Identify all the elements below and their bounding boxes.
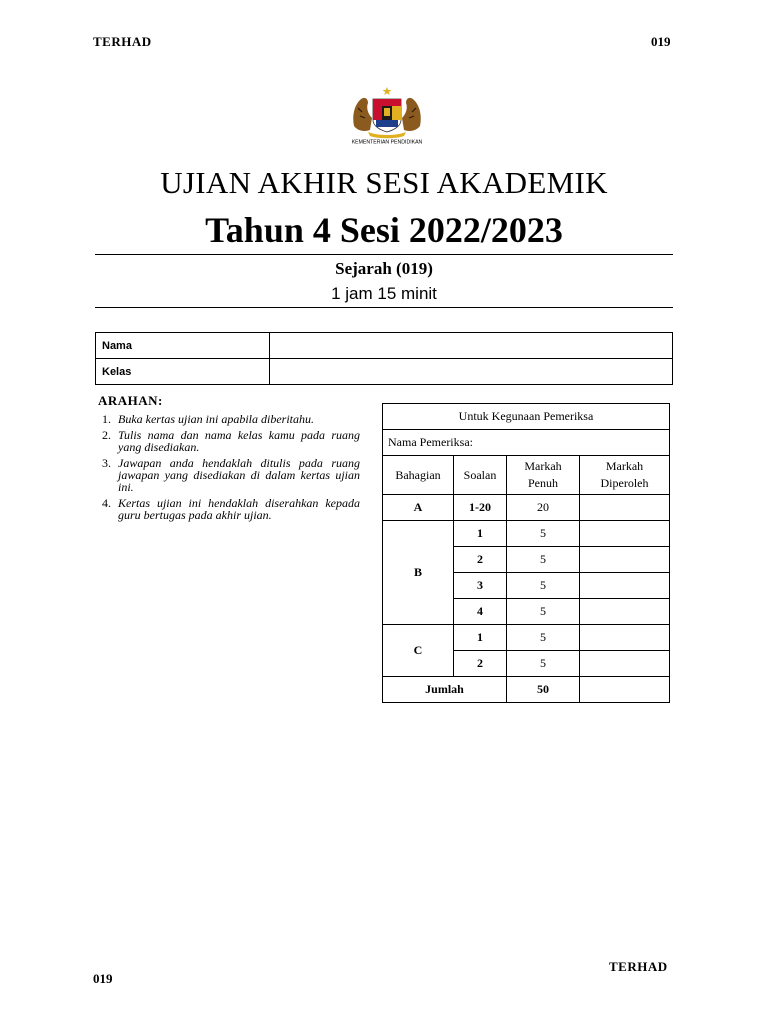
exam-duration: 1 jam 15 minit bbox=[331, 284, 437, 303]
instruction-number: 3. bbox=[102, 456, 111, 470]
question-number: 2 bbox=[454, 547, 507, 573]
instruction-item bbox=[98, 429, 360, 453]
full-mark: 5 bbox=[507, 599, 580, 625]
subject-title: Sejarah (019) bbox=[335, 259, 433, 278]
total-row bbox=[383, 677, 670, 703]
mark-obtained-cell[interactable] bbox=[580, 521, 670, 547]
class-field[interactable] bbox=[270, 359, 673, 385]
instruction-item bbox=[98, 457, 360, 493]
footer-classification: TERHAD bbox=[609, 959, 668, 974]
instruction-text: Kertas ujian ini hendaklah diserahkan kepada guru bertugas pada akhir ujian. bbox=[118, 496, 360, 522]
table-row bbox=[383, 625, 670, 651]
section-label: B bbox=[383, 521, 454, 625]
footer-paper-code: 019 bbox=[93, 971, 113, 986]
instruction-text: Buka kertas ujian ini apabila diberitahu. bbox=[118, 412, 314, 426]
ministry-crest bbox=[346, 86, 428, 146]
crest-caption: KEMENTERIAN PENDIDIKAN bbox=[351, 139, 423, 146]
full-mark: 5 bbox=[507, 625, 580, 651]
divider-bottom bbox=[95, 307, 673, 308]
name-field[interactable] bbox=[270, 333, 673, 359]
header-classification: TERHAD bbox=[93, 34, 152, 49]
full-mark: 5 bbox=[507, 521, 580, 547]
instruction-text: Jawapan anda hendaklah ditulis pada ruang jawapan yang disediakan di dalam kertas ujian ini. bbox=[118, 456, 360, 494]
instruction-text: Tulis nama dan nama kelas kamu pada ruang yang disediakan. bbox=[118, 428, 360, 454]
mark-obtained-cell[interactable] bbox=[580, 495, 670, 521]
total-full-mark: 50 bbox=[507, 677, 580, 703]
table-row bbox=[383, 521, 670, 547]
examiner-table bbox=[382, 403, 670, 703]
divider-top bbox=[95, 254, 673, 255]
examiner-table-title: Untuk Kegunaan Pemeriksa bbox=[383, 404, 670, 430]
student-identity-table bbox=[95, 332, 673, 385]
column-header-question: Soalan bbox=[454, 456, 507, 495]
header-text: Markah bbox=[605, 459, 644, 473]
section-label: A bbox=[383, 495, 454, 521]
class-label: Kelas bbox=[96, 359, 270, 385]
class-row bbox=[96, 359, 673, 385]
header-text: Diperoleh bbox=[600, 476, 649, 490]
section-label: C bbox=[383, 625, 454, 677]
full-mark: 5 bbox=[507, 573, 580, 599]
table-row bbox=[383, 495, 670, 521]
instructions bbox=[98, 393, 360, 525]
question-number: 1 bbox=[454, 625, 507, 651]
question-number: 1-20 bbox=[454, 495, 507, 521]
instruction-number: 4. bbox=[102, 496, 111, 510]
full-mark: 5 bbox=[507, 547, 580, 573]
column-header-mark-obtained bbox=[580, 456, 670, 495]
table-row bbox=[383, 430, 670, 456]
mark-obtained-cell[interactable] bbox=[580, 651, 670, 677]
name-row bbox=[96, 333, 673, 359]
mark-obtained-cell[interactable] bbox=[580, 573, 670, 599]
instruction-number: 1. bbox=[102, 412, 111, 426]
instruction-item bbox=[98, 413, 360, 425]
mark-obtained-cell[interactable] bbox=[580, 625, 670, 651]
mark-obtained-cell[interactable] bbox=[580, 599, 670, 625]
total-label: Jumlah bbox=[383, 677, 507, 703]
full-mark: 5 bbox=[507, 651, 580, 677]
question-number: 2 bbox=[454, 651, 507, 677]
instruction-number: 2. bbox=[102, 428, 111, 442]
column-header-full-mark bbox=[507, 456, 580, 495]
table-row bbox=[383, 404, 670, 430]
total-obtained-cell[interactable] bbox=[580, 677, 670, 703]
question-number: 3 bbox=[454, 573, 507, 599]
header-paper-code: 019 bbox=[651, 34, 671, 49]
instructions-heading: ARAHAN: bbox=[98, 393, 163, 408]
table-header-row bbox=[383, 456, 670, 495]
full-mark: 20 bbox=[507, 495, 580, 521]
question-number: 1 bbox=[454, 521, 507, 547]
exam-title: UJIAN AKHIR SESI AKADEMIK bbox=[160, 165, 608, 200]
examiner-name-field[interactable]: Nama Pemeriksa: bbox=[383, 430, 670, 456]
header-text: Markah bbox=[524, 459, 562, 473]
name-label: Nama bbox=[96, 333, 270, 359]
exam-session: Tahun 4 Sesi 2022/2023 bbox=[205, 210, 563, 250]
instruction-item bbox=[98, 497, 360, 521]
header-text: Penuh bbox=[528, 476, 558, 490]
question-number: 4 bbox=[454, 599, 507, 625]
mark-obtained-cell[interactable] bbox=[580, 547, 670, 573]
column-header-section: Bahagian bbox=[383, 456, 454, 495]
